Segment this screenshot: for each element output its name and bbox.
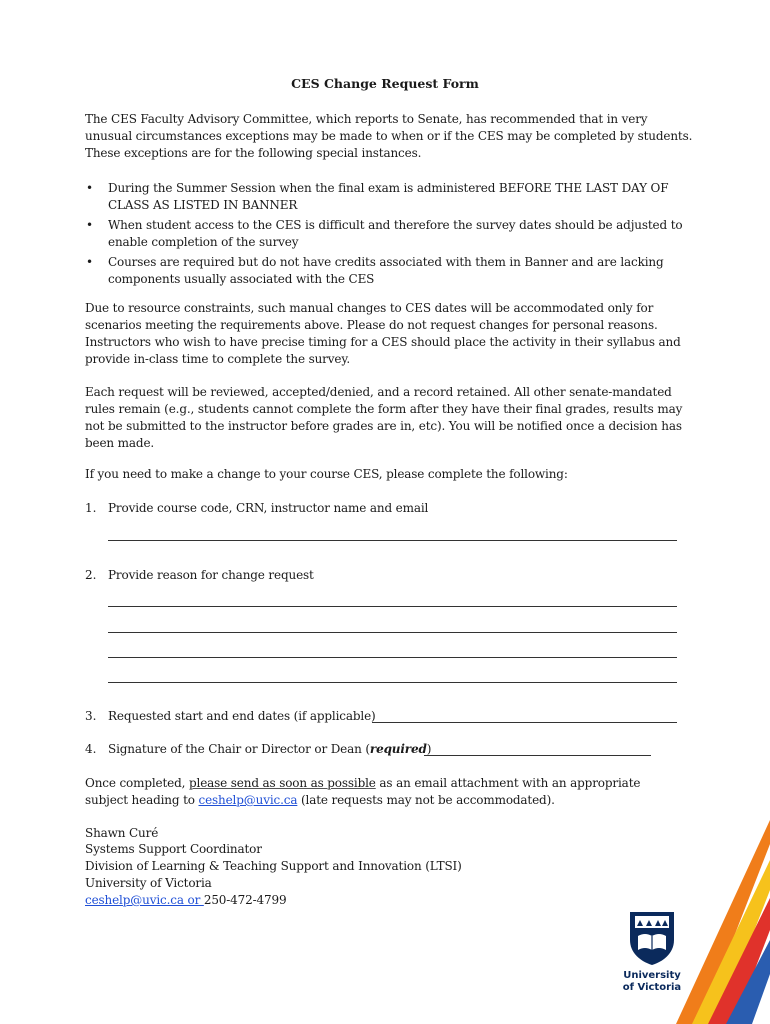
bullet-3-line-1: Courses are required but do not have credits associated with them in Banner and are lacking bbox=[108, 255, 664, 269]
contact-role: Systems Support Coordinator bbox=[85, 842, 262, 856]
item-number: 2. bbox=[85, 568, 97, 582]
bullet-1-line-2: CLASS AS LISTED IN BANNER bbox=[108, 198, 298, 212]
intro-line-1: The CES Faculty Advisory Committee, which reports to Senate, has recommended that in very bbox=[85, 112, 648, 126]
email-link[interactable]: ceshelp@uvic.ca bbox=[198, 793, 298, 807]
review-line-4: been made. bbox=[85, 436, 155, 450]
contact-email-phone: ceshelp@uvic.ca or 250-472-4799 bbox=[85, 893, 287, 907]
item-number: 3. bbox=[85, 709, 97, 723]
bullet-icon: • bbox=[86, 255, 94, 269]
item-number: 4. bbox=[85, 742, 97, 756]
item-3-label: Requested start and end dates (if applicable) bbox=[108, 709, 376, 723]
contact-email-link[interactable]: ceshelp@uvic.ca or bbox=[85, 893, 204, 907]
uvic-wordmark: University of Victoria bbox=[622, 970, 682, 993]
reason-field-line-3[interactable] bbox=[108, 657, 677, 658]
constraints-line-3: Instructors who wish to have precise timing for a CES should place the activity in their syllabus and bbox=[85, 335, 681, 349]
contact-name: Shawn Curé bbox=[85, 826, 159, 840]
item-2-label: Provide reason for change request bbox=[108, 568, 314, 582]
constraints-line-2: scenarios meeting the requirements above. Please do not request changes for personal reasons. bbox=[85, 318, 658, 332]
bullet-1-line-1: During the Summer Session when the final exam is administered BEFORE THE LAST DAY OF bbox=[108, 181, 669, 195]
closing-line-2: subject heading to ceshelp@uvic.ca (late requests may not be accommodated). bbox=[85, 793, 555, 807]
contact-university: University of Victoria bbox=[85, 876, 212, 890]
reason-field-line-2[interactable] bbox=[108, 632, 677, 633]
review-line-3: not be submitted to the instructor before grades are in, etc). You will be notified once a decision has bbox=[85, 419, 682, 433]
constraints-line-4: provide in-class time to complete the survey. bbox=[85, 352, 351, 366]
closing-line-1: Once completed, please send as soon as possible as an email attachment with an appropriate bbox=[85, 776, 641, 790]
item-4-label: Signature of the Chair or Director or Dean (required) bbox=[108, 742, 432, 756]
dates-field[interactable] bbox=[372, 722, 677, 723]
signature-field[interactable] bbox=[424, 755, 651, 756]
instructions-text: If you need to make a change to your course CES, please complete the following: bbox=[85, 467, 568, 481]
form-title: CES Change Request Form bbox=[291, 76, 479, 91]
reason-field-line-1[interactable] bbox=[108, 606, 677, 607]
intro-line-3: These exceptions are for the following special instances. bbox=[85, 146, 422, 160]
bullet-icon: • bbox=[86, 181, 94, 195]
bullet-3-line-2: components usually associated with the CES bbox=[108, 272, 375, 286]
bullet-2-line-2: enable completion of the survey bbox=[108, 235, 299, 249]
item-1-label: Provide course code, CRN, instructor name and email bbox=[108, 501, 429, 515]
intro-line-2: unusual circumstances exceptions may be made to when or if the CES may be completed by students. bbox=[85, 129, 693, 143]
constraints-line-1: Due to resource constraints, such manual changes to CES dates will be accommodated only for bbox=[85, 301, 654, 315]
reason-field-line-4[interactable] bbox=[108, 682, 677, 683]
uvic-crest-icon bbox=[626, 910, 678, 966]
bullet-2-line-1: When student access to the CES is difficult and therefore the survey dates should be adjusted to bbox=[108, 218, 683, 232]
contact-division: Division of Learning & Teaching Support and Innovation (LTSI) bbox=[85, 859, 462, 873]
review-line-1: Each request will be reviewed, accepted/denied, and a record retained. All other senate-mandated bbox=[85, 385, 672, 399]
review-line-2: rules remain (e.g., students cannot complete the form after they have their final grades, results may bbox=[85, 402, 683, 416]
bullet-icon: • bbox=[86, 218, 94, 232]
item-number: 1. bbox=[85, 501, 97, 515]
course-info-field[interactable] bbox=[108, 540, 677, 541]
